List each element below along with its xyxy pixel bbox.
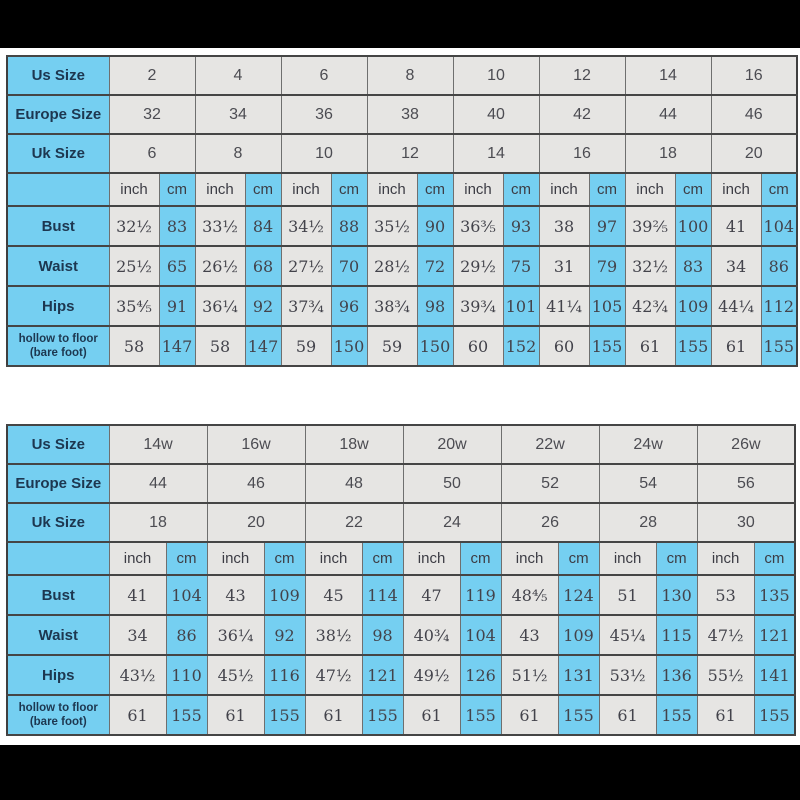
- unit-header-cm: cm: [362, 542, 403, 575]
- unit-header-inch: inch: [501, 542, 558, 575]
- measure-cm-cell: 68: [245, 246, 281, 286]
- measure-cm-cell: 86: [761, 246, 797, 286]
- measure-cm-cell: 155: [754, 695, 795, 735]
- measure-cm-cell: 136: [656, 655, 697, 695]
- size-value-cell: 30: [697, 503, 795, 542]
- plus-size-table: [6, 424, 796, 736]
- row-label: Uk Size: [7, 134, 109, 173]
- size-value-cell: 26w: [697, 425, 795, 464]
- size-value-cell: 46: [711, 95, 797, 134]
- measure-cm-cell: 65: [159, 246, 195, 286]
- measure-cm-cell: 70: [331, 246, 367, 286]
- measure-cm-cell: 83: [675, 246, 711, 286]
- measure-cm-cell: 109: [264, 575, 305, 615]
- size-value-cell: 54: [599, 464, 697, 503]
- size-value-cell: 20w: [403, 425, 501, 464]
- measure-cm-cell: 141: [754, 655, 795, 695]
- unit-row-spacer: [7, 173, 109, 206]
- measure-inch-cell: 44¼: [711, 286, 761, 326]
- measure-inch-cell: 35⅘: [109, 286, 159, 326]
- size-row-uk-size: [7, 503, 795, 542]
- measure-inch-cell: 61: [501, 695, 558, 735]
- measure-cm-cell: 84: [245, 206, 281, 246]
- size-value-cell: 6: [109, 134, 195, 173]
- measure-cm-cell: 155: [656, 695, 697, 735]
- unit-header-inch: inch: [403, 542, 460, 575]
- row-label: Us Size: [7, 425, 109, 464]
- unit-header-inch: inch: [195, 173, 245, 206]
- measure-inch-cell: 51½: [501, 655, 558, 695]
- measure-inch-cell: 34: [711, 246, 761, 286]
- unit-header-cm: cm: [331, 173, 367, 206]
- measure-inch-cell: 51: [599, 575, 656, 615]
- measure-inch-cell: 45½: [207, 655, 264, 695]
- size-value-cell: 50: [403, 464, 501, 503]
- measure-cm-cell: 88: [331, 206, 367, 246]
- size-value-cell: 12: [367, 134, 453, 173]
- size-value-cell: 14w: [109, 425, 207, 464]
- measure-inch-cell: 47½: [305, 655, 362, 695]
- row-label: Hips: [7, 655, 109, 695]
- measure-inch-cell: 59: [367, 326, 417, 366]
- unit-header-inch: inch: [599, 542, 656, 575]
- unit-header-cm: cm: [656, 542, 697, 575]
- unit-header-cm: cm: [754, 542, 795, 575]
- measure-inch-cell: 35½: [367, 206, 417, 246]
- size-value-cell: 42: [539, 95, 625, 134]
- measure-cm-cell: 112: [761, 286, 797, 326]
- measure-cm-cell: 92: [245, 286, 281, 326]
- size-row-uk-size: [7, 134, 797, 173]
- measure-cm-cell: 147: [159, 326, 195, 366]
- size-value-cell: 22: [305, 503, 403, 542]
- measure-inch-cell: 53: [697, 575, 754, 615]
- size-value-cell: 44: [625, 95, 711, 134]
- size-value-cell: 18w: [305, 425, 403, 464]
- size-value-cell: 48: [305, 464, 403, 503]
- measure-inch-cell: 27½: [281, 246, 331, 286]
- measure-inch-cell: 58: [109, 326, 159, 366]
- unit-header-inch: inch: [453, 173, 503, 206]
- size-row-us-size: [7, 425, 795, 464]
- size-value-cell: 18: [109, 503, 207, 542]
- size-value-cell: 44: [109, 464, 207, 503]
- measure-cm-cell: 150: [331, 326, 367, 366]
- measure-inch-cell: 61: [109, 695, 166, 735]
- measure-inch-cell: 36¼: [195, 286, 245, 326]
- unit-header-inch: inch: [367, 173, 417, 206]
- unit-header-inch: inch: [305, 542, 362, 575]
- size-value-cell: 16w: [207, 425, 305, 464]
- measure-inch-cell: 26½: [195, 246, 245, 286]
- measure-cm-cell: 147: [245, 326, 281, 366]
- measure-inch-cell: 41: [109, 575, 166, 615]
- measure-cm-cell: 90: [417, 206, 453, 246]
- row-label: hollow to floor (bare foot): [7, 326, 109, 366]
- measure-cm-cell: 155: [264, 695, 305, 735]
- measure-cm-cell: 155: [761, 326, 797, 366]
- measure-cm-cell: 96: [331, 286, 367, 326]
- measure-inch-cell: 36⅗: [453, 206, 503, 246]
- size-value-cell: 20: [207, 503, 305, 542]
- measure-cm-cell: 155: [166, 695, 207, 735]
- measure-inch-cell: 31: [539, 246, 589, 286]
- measure-inch-cell: 48⅘: [501, 575, 558, 615]
- size-value-cell: 16: [539, 134, 625, 173]
- unit-header-cm: cm: [159, 173, 195, 206]
- measure-row-waist: [7, 246, 797, 286]
- measure-inch-cell: 61: [697, 695, 754, 735]
- size-value-cell: 10: [281, 134, 367, 173]
- unit-header-cm: cm: [675, 173, 711, 206]
- size-value-cell: 36: [281, 95, 367, 134]
- measure-inch-cell: 32½: [109, 206, 159, 246]
- measure-inch-cell: 39¾: [453, 286, 503, 326]
- measure-cm-cell: 91: [159, 286, 195, 326]
- row-label: Bust: [7, 575, 109, 615]
- measure-cm-cell: 110: [166, 655, 207, 695]
- measure-inch-cell: 61: [403, 695, 460, 735]
- size-value-cell: 32: [109, 95, 195, 134]
- size-value-cell: 24w: [599, 425, 697, 464]
- measure-inch-cell: 47½: [697, 615, 754, 655]
- unit-header-cm: cm: [558, 542, 599, 575]
- measure-inch-cell: 33½: [195, 206, 245, 246]
- measure-inch-cell: 49½: [403, 655, 460, 695]
- measure-inch-cell: 55½: [697, 655, 754, 695]
- measure-cm-cell: 104: [460, 615, 501, 655]
- size-value-cell: 10: [453, 56, 539, 95]
- measure-inch-cell: 45: [305, 575, 362, 615]
- size-row-europe-size: [7, 95, 797, 134]
- measure-cm-cell: 98: [417, 286, 453, 326]
- measure-inch-cell: 58: [195, 326, 245, 366]
- measure-inch-cell: 53½: [599, 655, 656, 695]
- row-label: Hips: [7, 286, 109, 326]
- row-label: Waist: [7, 246, 109, 286]
- unit-header-inch: inch: [625, 173, 675, 206]
- measure-cm-cell: 116: [264, 655, 305, 695]
- measure-cm-cell: 155: [589, 326, 625, 366]
- measure-inch-cell: 28½: [367, 246, 417, 286]
- measure-cm-cell: 79: [589, 246, 625, 286]
- standard-size-table: [6, 55, 798, 367]
- measure-inch-cell: 42¾: [625, 286, 675, 326]
- size-value-cell: 38: [367, 95, 453, 134]
- unit-row-spacer: [7, 542, 109, 575]
- unit-header-inch: inch: [207, 542, 264, 575]
- size-value-cell: 28: [599, 503, 697, 542]
- measure-inch-cell: 36¼: [207, 615, 264, 655]
- size-value-cell: 6: [281, 56, 367, 95]
- size-value-cell: 14: [453, 134, 539, 173]
- row-label: Europe Size: [7, 464, 109, 503]
- size-value-cell: 4: [195, 56, 281, 95]
- measure-inch-cell: 43: [207, 575, 264, 615]
- measure-inch-cell: 40¾: [403, 615, 460, 655]
- measure-inch-cell: 41: [711, 206, 761, 246]
- measure-inch-cell: 41¼: [539, 286, 589, 326]
- measure-inch-cell: 61: [305, 695, 362, 735]
- unit-header-cm: cm: [503, 173, 539, 206]
- measure-inch-cell: 61: [599, 695, 656, 735]
- unit-header-cm: cm: [417, 173, 453, 206]
- measure-inch-cell: 38½: [305, 615, 362, 655]
- measure-row-hips: [7, 286, 797, 326]
- measure-cm-cell: 97: [589, 206, 625, 246]
- measure-inch-cell: 60: [539, 326, 589, 366]
- row-label: Waist: [7, 615, 109, 655]
- row-label: hollow to floor (bare foot): [7, 695, 109, 735]
- measure-row-bust: [7, 575, 795, 615]
- unit-header-row: [7, 542, 795, 575]
- measure-cm-cell: 98: [362, 615, 403, 655]
- measure-cm-cell: 155: [362, 695, 403, 735]
- measure-inch-cell: 47: [403, 575, 460, 615]
- unit-header-row: [7, 173, 797, 206]
- unit-header-inch: inch: [109, 542, 166, 575]
- size-value-cell: 24: [403, 503, 501, 542]
- measure-cm-cell: 121: [754, 615, 795, 655]
- measure-cm-cell: 109: [558, 615, 599, 655]
- row-label: Bust: [7, 206, 109, 246]
- measure-cm-cell: 126: [460, 655, 501, 695]
- size-value-cell: 14: [625, 56, 711, 95]
- measure-cm-cell: 131: [558, 655, 599, 695]
- measure-cm-cell: 135: [754, 575, 795, 615]
- unit-header-inch: inch: [539, 173, 589, 206]
- unit-header-inch: inch: [711, 173, 761, 206]
- unit-header-cm: cm: [460, 542, 501, 575]
- unit-header-cm: cm: [166, 542, 207, 575]
- measure-cm-cell: 155: [460, 695, 501, 735]
- measure-cm-cell: 130: [656, 575, 697, 615]
- unit-header-cm: cm: [589, 173, 625, 206]
- measure-cm-cell: 155: [558, 695, 599, 735]
- size-value-cell: 52: [501, 464, 599, 503]
- size-value-cell: 12: [539, 56, 625, 95]
- measure-cm-cell: 93: [503, 206, 539, 246]
- size-row-europe-size: [7, 464, 795, 503]
- measure-inch-cell: 25½: [109, 246, 159, 286]
- measure-cm-cell: 72: [417, 246, 453, 286]
- size-value-cell: 26: [501, 503, 599, 542]
- measure-cm-cell: 105: [589, 286, 625, 326]
- size-value-cell: 8: [195, 134, 281, 173]
- size-value-cell: 34: [195, 95, 281, 134]
- measure-inch-cell: 34½: [281, 206, 331, 246]
- row-label: Europe Size: [7, 95, 109, 134]
- size-value-cell: 8: [367, 56, 453, 95]
- size-value-cell: 56: [697, 464, 795, 503]
- measure-inch-cell: 61: [711, 326, 761, 366]
- unit-header-inch: inch: [281, 173, 331, 206]
- measure-cm-cell: 152: [503, 326, 539, 366]
- measure-cm-cell: 75: [503, 246, 539, 286]
- row-label: Uk Size: [7, 503, 109, 542]
- measure-inch-cell: 43: [501, 615, 558, 655]
- measure-inch-cell: 29½: [453, 246, 503, 286]
- size-value-cell: 16: [711, 56, 797, 95]
- size-value-cell: 46: [207, 464, 305, 503]
- measure-cm-cell: 119: [460, 575, 501, 615]
- size-row-us-size: [7, 56, 797, 95]
- measure-inch-cell: 43½: [109, 655, 166, 695]
- unit-header-cm: cm: [264, 542, 305, 575]
- measure-cm-cell: 150: [417, 326, 453, 366]
- measure-row-waist: [7, 615, 795, 655]
- measure-inch-cell: 32½: [625, 246, 675, 286]
- measure-cm-cell: 86: [166, 615, 207, 655]
- unit-header-cm: cm: [245, 173, 281, 206]
- measure-cm-cell: 115: [656, 615, 697, 655]
- measure-inch-cell: 45¼: [599, 615, 656, 655]
- measure-inch-cell: 38: [539, 206, 589, 246]
- chart-panel: [0, 48, 800, 745]
- measure-cm-cell: 124: [558, 575, 599, 615]
- measure-inch-cell: 38¾: [367, 286, 417, 326]
- measure-cm-cell: 92: [264, 615, 305, 655]
- size-value-cell: 22w: [501, 425, 599, 464]
- measure-inch-cell: 39⅖: [625, 206, 675, 246]
- row-label: Us Size: [7, 56, 109, 95]
- measure-cm-cell: 104: [166, 575, 207, 615]
- measure-row-bust: [7, 206, 797, 246]
- unit-header-inch: inch: [109, 173, 159, 206]
- measure-inch-cell: 37¾: [281, 286, 331, 326]
- measure-cm-cell: 104: [761, 206, 797, 246]
- measure-cm-cell: 83: [159, 206, 195, 246]
- measure-inch-cell: 61: [207, 695, 264, 735]
- measure-row-hollow: [7, 695, 795, 735]
- unit-header-cm: cm: [761, 173, 797, 206]
- unit-header-inch: inch: [697, 542, 754, 575]
- measure-cm-cell: 100: [675, 206, 711, 246]
- measure-row-hips: [7, 655, 795, 695]
- measure-cm-cell: 101: [503, 286, 539, 326]
- size-value-cell: 2: [109, 56, 195, 95]
- measure-inch-cell: 61: [625, 326, 675, 366]
- measure-cm-cell: 114: [362, 575, 403, 615]
- measure-cm-cell: 121: [362, 655, 403, 695]
- size-value-cell: 20: [711, 134, 797, 173]
- size-value-cell: 18: [625, 134, 711, 173]
- measure-inch-cell: 34: [109, 615, 166, 655]
- measure-row-hollow: [7, 326, 797, 366]
- size-value-cell: 40: [453, 95, 539, 134]
- measure-inch-cell: 60: [453, 326, 503, 366]
- measure-cm-cell: 109: [675, 286, 711, 326]
- measure-cm-cell: 155: [675, 326, 711, 366]
- measure-inch-cell: 59: [281, 326, 331, 366]
